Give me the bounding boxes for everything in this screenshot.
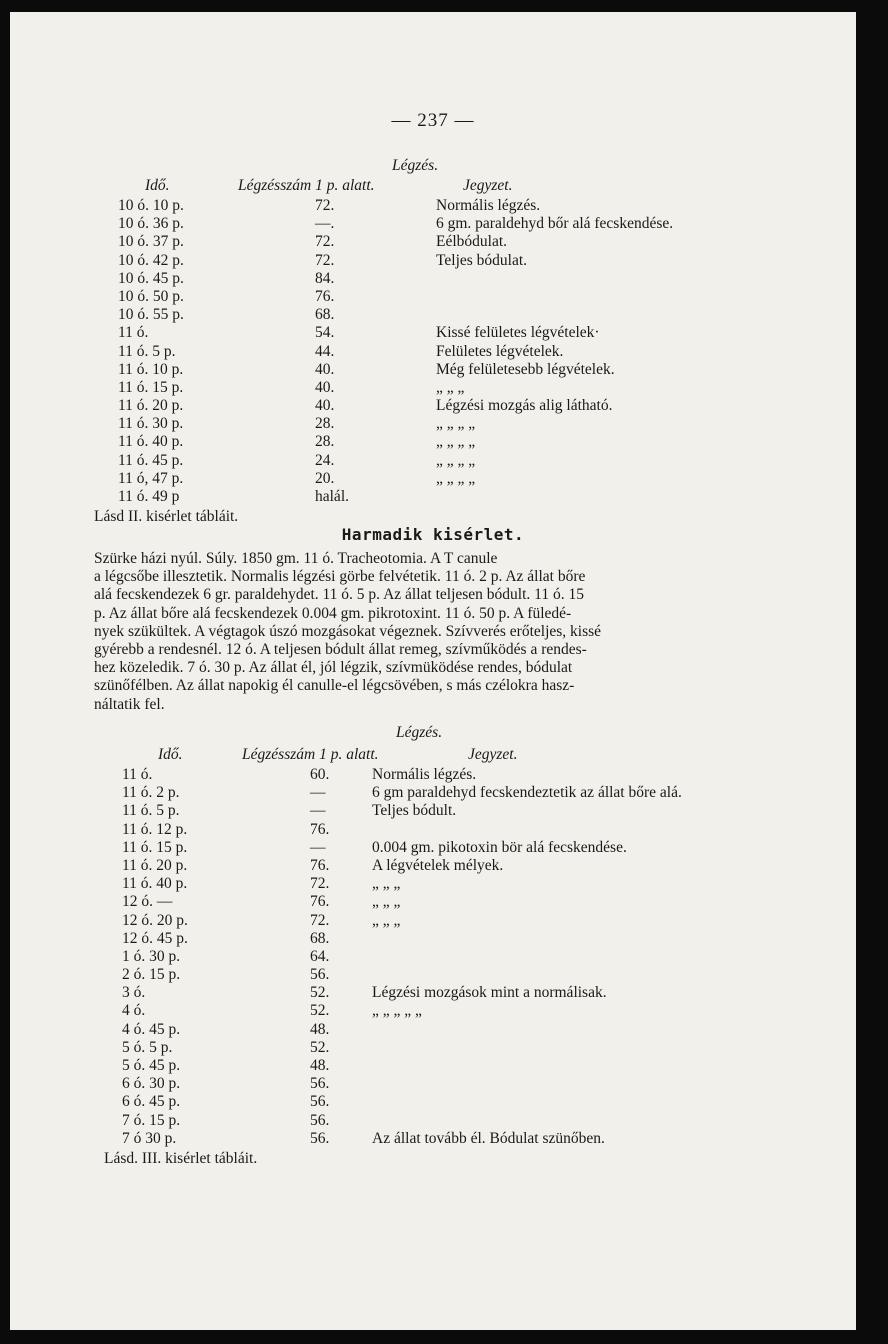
cell-rate: 76. — [310, 893, 330, 911]
cell-time: 12 ó. 45 p. — [122, 929, 188, 947]
table-row — [122, 948, 842, 966]
table1-header-time: Idő. — [145, 177, 170, 194]
cell-rate: 24. — [315, 451, 335, 469]
paragraph-line: nyek szükültek. A végtagok úszó mozgásokat végeznek. Szívverés erőteljes, kissé — [94, 622, 602, 640]
cell-note: Kissé felületes légvételek· — [436, 324, 600, 342]
cell-rate: 48. — [310, 1020, 330, 1038]
table2-header-time: Idő. — [158, 746, 183, 763]
cell-rate: 64. — [310, 947, 330, 965]
table-row — [118, 343, 818, 361]
paragraph-line: a légcsőbe illesztetik. Normalis légzési görbe felvétetik. 11 ó. 2 p. Az állat bőre — [94, 568, 586, 586]
page-number: — 237 — — [391, 110, 475, 131]
table-row — [118, 488, 818, 506]
table1-caption: Légzés. — [392, 157, 439, 174]
cell-rate: 76. — [310, 820, 330, 838]
table-row — [122, 839, 842, 857]
cell-time: 7 ó 30 p. — [122, 1129, 177, 1147]
cell-time: 1 ó. 30 p. — [122, 947, 181, 965]
table-row — [122, 930, 842, 948]
table-row — [118, 324, 818, 342]
cell-note: „ „ „ — [372, 911, 401, 929]
table-row — [122, 912, 842, 930]
cell-note: 6 gm paraldehyd fecskendeztetik az állat bőre alá. — [372, 784, 682, 802]
cell-rate: 56. — [310, 1111, 330, 1129]
table-row — [122, 1130, 842, 1148]
table-row — [118, 197, 818, 215]
cell-note: Normális légzés. — [436, 197, 541, 214]
cell-note: „ „ „ „ „ — [372, 1002, 422, 1020]
table-row — [122, 1002, 842, 1020]
table-row — [118, 252, 818, 270]
cell-note: „ „ „ „ — [436, 469, 476, 487]
cell-rate: 84. — [315, 269, 335, 287]
cell-rate: 76. — [315, 287, 335, 305]
table-row — [122, 766, 842, 784]
table-row — [118, 397, 818, 415]
cell-rate: 60. — [310, 766, 330, 783]
cell-rate: 28. — [315, 433, 335, 451]
cell-rate: 72. — [310, 875, 330, 893]
table-row — [122, 1075, 842, 1093]
cell-time: 11 ó. 40 p. — [122, 875, 188, 893]
cell-rate: 56. — [310, 1093, 330, 1111]
cell-rate: 68. — [315, 306, 335, 324]
paragraph-line: Szürke házi nyúl. Súly. 1850 gm. 11 ó. Tracheotomia. A T canule — [94, 550, 498, 567]
cell-time: 6 ó. 45 p. — [122, 1093, 181, 1111]
cell-rate: 56. — [310, 966, 330, 984]
cell-note: „ „ „ — [372, 893, 401, 911]
table-row — [122, 1039, 842, 1057]
table-row — [118, 415, 818, 433]
table2-caption: Légzés. — [396, 724, 443, 741]
cell-note: 6 gm. paraldehyd bőr alá fecskendése. — [436, 215, 674, 233]
paragraph-line: náltatik fel. — [94, 695, 165, 713]
cell-note: Légzési mozgások mint a normálisak. — [372, 984, 607, 1002]
table-row — [118, 379, 818, 397]
table-row — [118, 306, 818, 324]
cell-time: 4 ó. 45 p. — [122, 1020, 181, 1038]
cell-rate: 56. — [310, 1075, 330, 1093]
cell-note: „ „ „ „ — [436, 433, 476, 451]
table-row — [118, 452, 818, 470]
table-row — [122, 802, 842, 820]
cell-time: 10 ó. 55 p. — [118, 306, 184, 324]
cell-rate: 52. — [310, 1002, 330, 1020]
cell-time: 10 ó. 42 p. — [118, 251, 184, 269]
cell-rate: 72. — [310, 911, 330, 929]
cell-time: 11 ó. 45 p. — [118, 451, 184, 469]
cell-time: 6 ó. 30 p. — [122, 1075, 181, 1093]
section-heading: Harmadik kisérlet. — [341, 525, 525, 544]
cell-rate: — — [310, 784, 326, 802]
table-row — [118, 215, 818, 233]
cell-rate: — — [310, 802, 326, 820]
cell-time: 11 ó. 2 p. — [122, 784, 180, 802]
cell-time: 10 ó. 36 p. — [118, 215, 184, 233]
paragraph-line: hez közeledik. 7 ó. 30 p. Az állat él, jól légzik, szívmüködése rendes, bódulat — [94, 659, 573, 677]
cell-time: 11 ó. 15 p. — [118, 378, 184, 396]
cell-rate: 40. — [315, 360, 335, 378]
cell-rate: 72. — [315, 251, 335, 269]
table-row — [118, 270, 818, 288]
paragraph-line: gyérebb a rendesnél. 12 ó. A teljesen bódult állat remeg, szívműködés a rendes- — [94, 641, 587, 659]
cell-rate: 44. — [315, 342, 335, 360]
table-row — [122, 875, 842, 893]
table-row — [118, 233, 818, 251]
table-row — [122, 1112, 842, 1130]
cell-time: 11 ó. 5 p. — [118, 342, 176, 360]
cell-time: 10 ó. 10 p. — [118, 197, 184, 214]
table2-footer: Lásd. III. kisérlet tábláit. — [104, 1150, 258, 1167]
table2-header-rate: Légzésszám 1 p. alatt. — [242, 746, 379, 763]
cell-time: 12 ó. — — [122, 893, 173, 911]
cell-rate: 72. — [315, 233, 335, 251]
table-row — [118, 433, 818, 451]
cell-rate: 56. — [310, 1129, 330, 1147]
paragraph-line: alá fecskendezek 6 gr. paraldehydet. 11 ó. 5 p. Az állat teljesen bódult. 11 ó. 15 — [94, 586, 584, 604]
cell-note: Teljes bódulat. — [436, 251, 528, 269]
paragraph-line: szünőfélben. Az állat napokig él canulle-el légcsövében, s más czélokra hasz- — [94, 677, 575, 695]
table-row — [122, 984, 842, 1002]
cell-time: 11 ó. 30 p. — [118, 415, 184, 433]
cell-time: 11 ó. 49 p — [118, 488, 180, 505]
cell-note: A légvételek mélyek. — [372, 856, 504, 874]
cell-time: 11 ó. 20 p. — [118, 397, 184, 415]
cell-rate: 48. — [310, 1057, 330, 1074]
cell-time: 3 ó. — [122, 984, 146, 1002]
cell-note: Az állat tovább él. Bódulat szünőben. — [372, 1129, 605, 1147]
cell-time: 10 ó. 50 p. — [118, 287, 184, 305]
cell-time: 10 ó. 37 p. — [118, 233, 184, 251]
cell-rate: 68. — [310, 929, 330, 947]
cell-note: Felületes légvételek. — [436, 342, 564, 360]
cell-note: 0.004 gm. pikotoxin bör alá fecskendése. — [372, 838, 627, 856]
cell-rate: 40. — [315, 378, 335, 396]
cell-time: 11 ó, 47 p. — [118, 469, 184, 487]
table-row — [122, 821, 842, 839]
cell-time: 5 ó. 5 p. — [122, 1038, 173, 1056]
table-row — [122, 857, 842, 875]
table2-body — [122, 766, 842, 1148]
cell-time: 11 ó. 40 p. — [118, 433, 184, 451]
cell-rate: —. — [315, 215, 335, 233]
cell-note: „ „ „ „ — [436, 415, 476, 433]
cell-rate: 40. — [315, 397, 335, 415]
table-row — [122, 1093, 842, 1111]
cell-time: 11 ó. 5 p. — [122, 802, 180, 820]
cell-time: 11 ó. — [118, 324, 149, 342]
cell-rate: — — [310, 838, 326, 856]
cell-note: „ „ „ — [372, 875, 401, 893]
cell-rate: 54. — [315, 324, 335, 342]
table1-header-note: Jegyzet. — [463, 177, 513, 194]
book-page — [10, 12, 856, 1330]
cell-time: 11 ó. 15 p. — [122, 838, 188, 856]
table-row — [118, 470, 818, 488]
table1-body — [118, 197, 818, 506]
cell-time: 12 ó. 20 p. — [122, 911, 188, 929]
cell-rate: 52. — [310, 1038, 330, 1056]
cell-time: 11 ó. 10 p. — [118, 360, 184, 378]
cell-note: Eélbódulat. — [436, 233, 508, 251]
table-row — [122, 893, 842, 911]
cell-time: 4 ó. — [122, 1002, 146, 1020]
cell-rate: 72. — [315, 197, 335, 214]
cell-time: 2 ó. 15 p. — [122, 966, 181, 984]
cell-rate: halál. — [315, 488, 349, 505]
paragraph-line: p. Az állat bőre alá fecskendezek 0.004 gm. pikrotoxint. 11 ó. 50 p. A füledé- — [94, 604, 572, 622]
cell-note: „ „ „ — [436, 378, 465, 396]
table2-header-note: Jegyzet. — [468, 746, 518, 763]
cell-time: 11 ó. 12 p. — [122, 820, 188, 838]
cell-note: Teljes bódult. — [372, 802, 457, 820]
cell-rate: 28. — [315, 415, 335, 433]
cell-rate: 20. — [315, 469, 335, 487]
cell-time: 11 ó. 20 p. — [122, 856, 188, 874]
table-row — [118, 361, 818, 379]
table1-footer: Lásd II. kisérlet tábláit. — [94, 508, 239, 525]
cell-rate: 76. — [310, 856, 330, 874]
experiment-description — [94, 550, 754, 714]
cell-time: 7 ó. 15 p. — [122, 1111, 181, 1129]
table-row — [122, 784, 842, 802]
cell-rate: 52. — [310, 984, 330, 1002]
table-row — [122, 1057, 842, 1075]
table-row — [118, 288, 818, 306]
cell-note: Légzési mozgás alig látható. — [436, 397, 613, 415]
cell-time: 10 ó. 45 p. — [118, 269, 184, 287]
table1-header-rate: Légzésszám 1 p. alatt. — [238, 177, 375, 194]
cell-time: 11 ó. — [122, 766, 153, 783]
cell-note: Még felületesebb légvételek. — [436, 360, 615, 378]
cell-note: Normális légzés. — [372, 766, 477, 783]
cell-note: „ „ „ „ — [436, 451, 476, 469]
cell-time: 5 ó. 45 p. — [122, 1057, 181, 1074]
table-row — [122, 1021, 842, 1039]
table-row — [122, 966, 842, 984]
